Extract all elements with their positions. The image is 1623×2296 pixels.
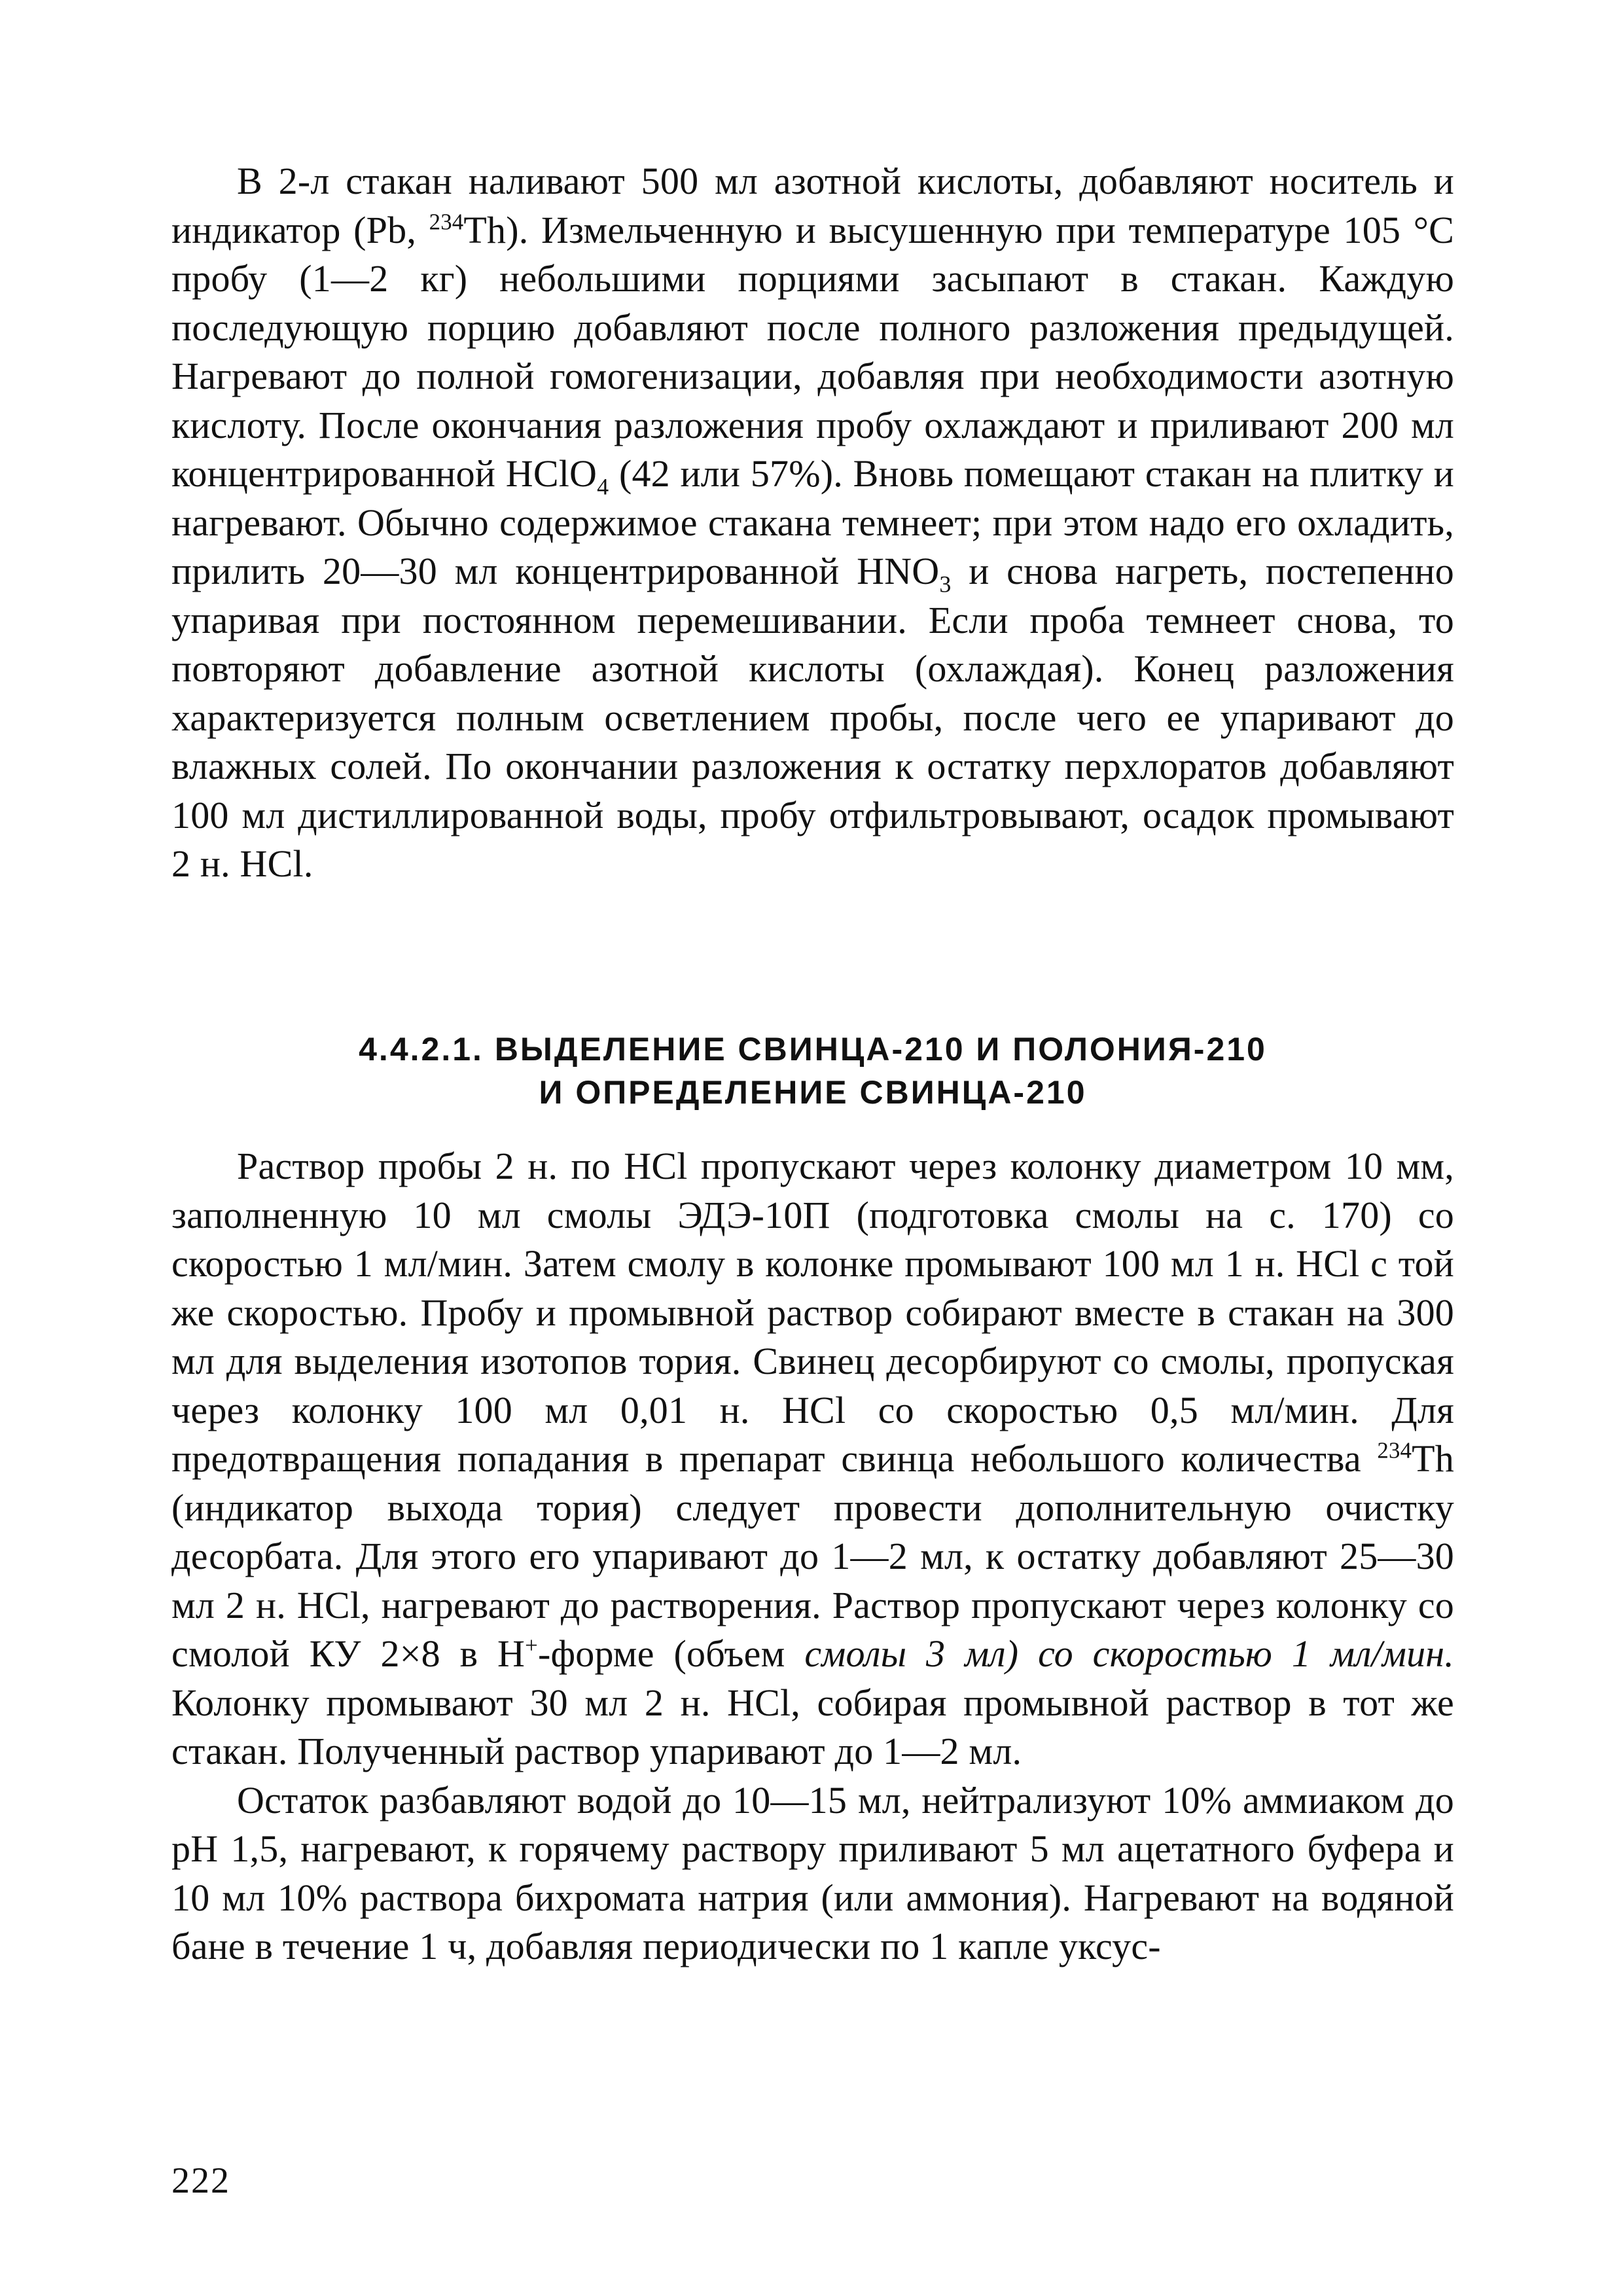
text-run: В 2-л стакан наливают 500 мл азотной кислоты, добавляют носитель и индикатор (Pb, [171,160,1454,251]
superscript: 234 [1377,1437,1412,1463]
text-block-bottom [171,1142,1454,1971]
text-run: Остаток разбавляют водой до 10—15 мл, нейтрализуют 10% аммиаком до рН 1,5, нагревают, к горячему раствору приливают 5 мл ацетатного буфера и 10 мл 10% раствора бихромата натрия (или аммония). Нагревают на водяной бане в течение 1 ч, добавляя периодически по 1 капле уксус- [171,1778,1454,1967]
text-run: (42 или 57%). Вновь помещают стакан на плитку и нагревают. Обычно содержимое стакана темнеет; при этом надо его охладить, прилить 20—30 мл концентрированной НNО [171,452,1454,592]
paragraph-precipitation [171,1776,1454,1971]
italic-run: смолы 3 мл) со скоростью 1 мл/мин. [804,1632,1454,1675]
subscript: 4 [597,473,609,500]
text-run: -форме (объем [537,1632,805,1675]
paragraph-column-separation [171,1142,1454,1776]
page-number: 222 [171,2161,230,2201]
superscript: + [525,1632,538,1659]
section-heading [171,1028,1454,1114]
superscript: 234 [429,209,464,235]
text-run: Th (индикатор выхода тория) следует провести дополнительную очистку десорбата. Для этого его упаривают до 1—2 мл, к остатку добавляют 25—30 мл 2 н. НСl, нагревают до растворения. Раствор пропускают через колонку со смолой КУ 2×8 в Н [171,1437,1454,1675]
heading-line-2: И ОПРЕДЕЛЕНИЕ СВИНЦА-210 [539,1074,1087,1111]
text-run: Колонку промывают 30 мл 2 н. НСl, собирая промывной раствор в тот же стакан. Полученный раствор упаривают до 1—2 мл. [171,1681,1454,1772]
text-run: Th). Измельченную и высушенную при температуре 105 °С пробу (1—2 кг) небольшими порциями засыпают в стакан. Каждую последующую порцию добавляют после полного разложения предыдущей. Нагревают до полной гомогенизации, добавляя при необходимости азотную кислоту. После окончания разложения пробу охлаждают и приливают 200 мл концентрированной НСlО [171,208,1454,495]
text-block-top [171,157,1454,889]
paragraph-sample-decomposition [171,157,1454,889]
heading-line-1: 4.4.2.1. ВЫДЕЛЕНИЕ СВИНЦА-210 И ПОЛОНИЯ-210 [359,1031,1267,1067]
text-run: Раствор пробы 2 н. по НСl пропускают через колонку диаметром 10 мм, заполненную 10 мл смолы ЭДЭ-10П (подготовка смолы на с. 170) со скоростью 1 мл/мин. Затем смолу в колонке промывают 100 мл 1 н. НСl с той же скоростью. Пробу и промывной раствор собирают вместе в стакан на 300 мл для выделения изотопов тория. Свинец десорбируют со смолы, пропуская через колонку 100 мл 0,01 н. НСl со скоростью 0,5 мл/мин. Для предотвращения попадания в препарат свинца небольшого количества [171,1145,1454,1480]
subscript: 3 [939,571,952,598]
text-run: и снова нагреть, постепенно упаривая при постоянном перемешивании. Если проба темнеет снова, то повторяют добавление азотной кислоты (охлаждая). Конец разложения характеризуется полным осветлением пробы, после чего ее упаривают до влажных солей. По окончании разложения к остатку перхлоратов добавляют 100 мл дистиллированной воды, пробу отфильтровывают, осадок промывают 2 н. НСl. [171,550,1455,885]
